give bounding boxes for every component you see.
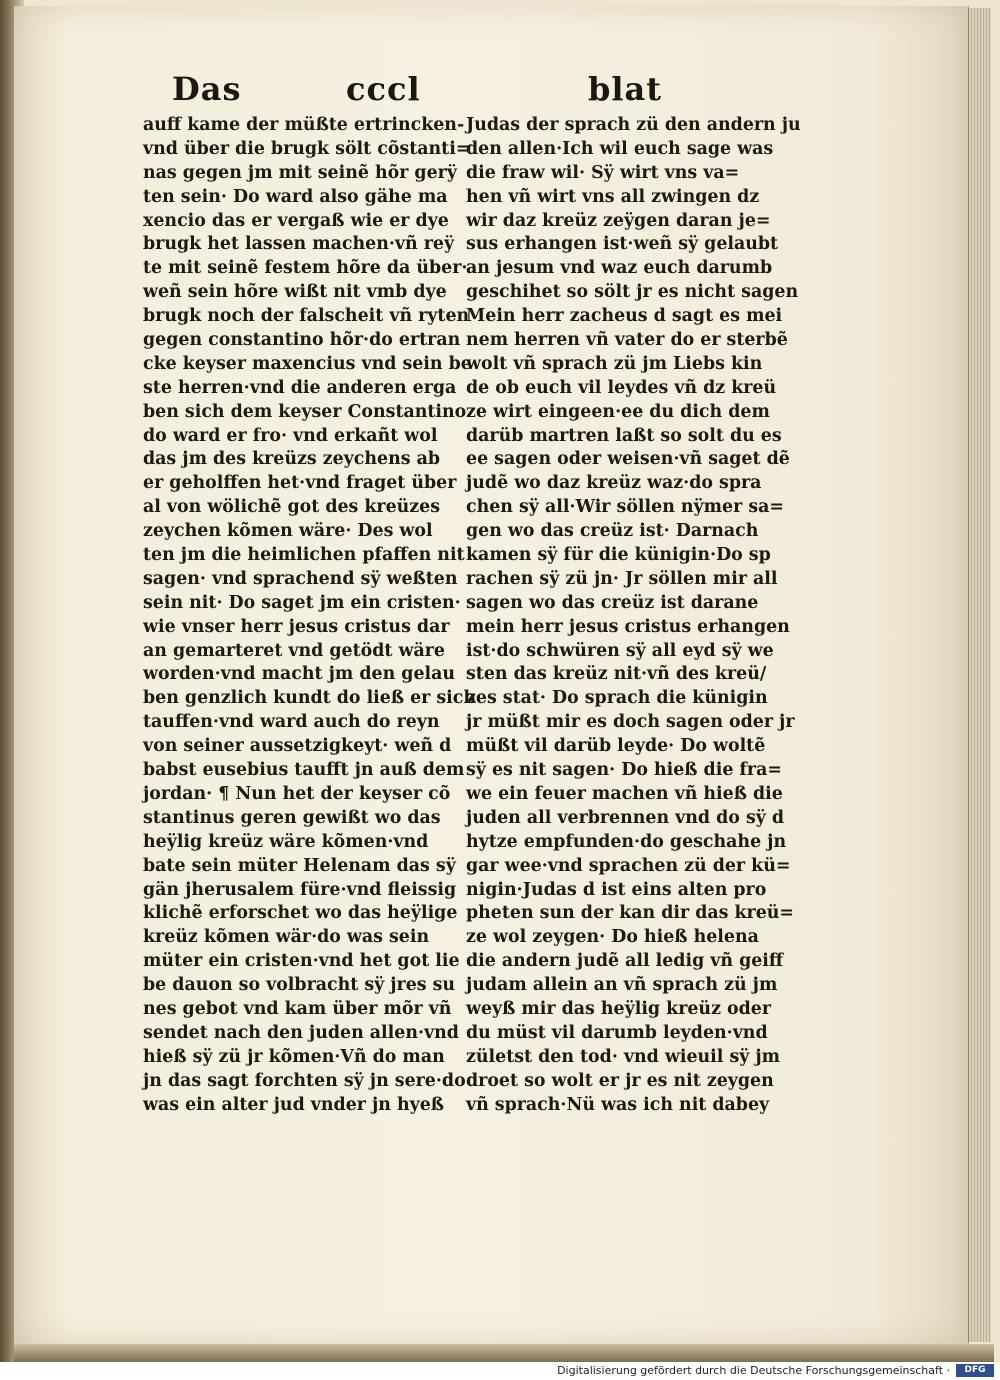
- text-line: al von wölichẽ got des kreüzes: [143, 497, 441, 518]
- text-line: klichẽ erforschet wo das heÿlige: [143, 903, 458, 924]
- text-line: sein nit· Do saget jm ein cristen·: [143, 592, 461, 613]
- text-line: jr müßt mir es doch sagen oder jr: [466, 712, 795, 733]
- text-line: judẽ wo daz kreüz waz·do spra: [466, 473, 762, 494]
- text-line: te mit seinẽ festem hõre da über·: [143, 258, 468, 279]
- text-line: xencio das er vergaß wie er dye: [143, 210, 449, 231]
- funding-credit: Digitalisierung gefördert durch die Deutsche Forschungsgemeinschaft ·: [557, 1364, 950, 1377]
- text-line: hieß sÿ zü jr kõmen·Vñ do man: [143, 1046, 445, 1067]
- text-line: de ob euch vil leydes vñ dz kreü: [466, 377, 777, 398]
- text-line: zeychen kõmen wäre· Des wol: [143, 521, 433, 542]
- dfg-logo: DFG: [956, 1364, 994, 1377]
- text-line: ben sich dem keyser Constantino: [143, 401, 467, 422]
- text-line: vñ sprach·Nü was ich nit dabey: [466, 1094, 770, 1115]
- text-line: gän jherusalem füre·vnd fleissig: [143, 879, 457, 900]
- text-line: heÿlig kreüz wäre kõmen·vnd: [143, 831, 429, 852]
- text-line: tauffen·vnd ward auch do reyn: [143, 712, 440, 733]
- text-line: was ein alter jud vnder jn hyeß: [143, 1094, 444, 1115]
- text-line: cke keyser maxencius vnd sein be: [143, 353, 472, 374]
- text-line: droet so wolt er jr es nit zeygen: [466, 1070, 774, 1091]
- text-line: sus erhangen ist·weñ sÿ gelaubt: [466, 234, 779, 255]
- text-line: zületst den tod· vnd wieuil sÿ jm: [466, 1046, 781, 1067]
- footer-bar: [0, 1362, 1000, 1380]
- text-line: wir daz kreüz zeÿgen daran je=: [466, 210, 771, 231]
- text-line: darüb martren laßt so solt du es: [466, 425, 782, 446]
- text-line: hytze empfunden·do geschahe jn: [466, 831, 787, 852]
- text-line: die fraw wil· Sÿ wirt vns va=: [466, 162, 740, 183]
- text-line: stantinus geren gewißt wo das: [143, 807, 441, 828]
- text-line: Judas der sprach zü den andern ju: [466, 115, 801, 135]
- running-head-left: Das: [172, 70, 242, 108]
- text-line: ze wol zeygen· Do hieß helena: [466, 927, 759, 948]
- text-line: ten jm die heimlichen pfaffen nit: [143, 545, 465, 566]
- text-line: gar wee·vnd sprachen zü der kü=: [466, 855, 791, 876]
- text-line: we ein feuer machen vñ hieß die: [466, 783, 783, 804]
- text-line: judam allein an vñ sprach zü jm: [466, 975, 778, 996]
- text-line: jordan· ¶ Nun het der keyser cõ: [143, 783, 451, 804]
- text-line: chen sÿ all·Wir söllen nÿmer sa=: [466, 497, 784, 518]
- text-line: brugk noch der falscheit vñ ryten: [143, 306, 470, 327]
- text-line: wolt vñ sprach zü jm Liebs kin: [466, 353, 763, 374]
- folio-number: cccl: [346, 70, 421, 108]
- text-line: müßt vil darüb leyde· Do woltẽ: [466, 736, 766, 757]
- text-line: mein herr jesus cristus erhangen: [466, 616, 790, 637]
- page-edges: [968, 8, 991, 1342]
- text-line: die andern judẽ all ledig vñ geiff: [466, 951, 784, 972]
- text-line: sten das kreüz nit·vñ des kreü/: [466, 664, 767, 685]
- text-line: be dauon so volbracht sÿ jres su: [143, 975, 456, 996]
- text-line: sÿ es nit sagen· Do hieß die fra=: [466, 760, 782, 781]
- text-line: worden·vnd macht jm den gelau: [143, 664, 456, 685]
- text-line: jn das sagt forchten sÿ jn sere·do: [143, 1070, 466, 1091]
- text-line: kamen sÿ für die künigin·Do sp: [466, 545, 771, 566]
- text-line: rachen sÿ zü jn· Jr söllen mir all: [466, 568, 778, 589]
- text-line: nes gebot vnd kam über mõr vñ: [143, 998, 452, 1019]
- text-line: von seiner aussetzigkeyt· weñ d: [143, 736, 452, 757]
- text-line: den allen·Ich wil euch sage was: [466, 138, 774, 159]
- text-line: ist·do schwüren sÿ all eyd sÿ we: [466, 640, 774, 661]
- text-line: geschihet so sölt jr es nicht sagen: [466, 282, 799, 303]
- text-line: zes stat· Do sprach die künigin: [466, 688, 768, 709]
- text-line: gen wo das creüz ist· Darnach: [466, 521, 759, 542]
- text-line: juden all verbrennen vnd do sÿ d: [466, 807, 785, 828]
- text-line: an jesum vnd waz euch darumb: [466, 258, 773, 279]
- text-line: ten sein· Do ward also gähe ma: [143, 186, 448, 207]
- text-line: kreüz kõmen wär·do was sein: [143, 927, 430, 948]
- text-line: wie vnser herr jesus cristus dar: [143, 616, 450, 637]
- text-line: weyß mir das heÿlig kreüz oder: [466, 998, 771, 1019]
- text-line: Mein herr zacheus d sagt es mei: [466, 306, 783, 327]
- text-line: das jm des kreüzs zeychens ab: [143, 449, 440, 470]
- text-line: sendet nach den juden allen·vnd: [143, 1022, 459, 1043]
- text-line: ste herren·vnd die anderen erga: [143, 377, 457, 398]
- text-line: pheten sun der kan dir das kreü=: [466, 903, 795, 924]
- text-line: nem herren vñ vater do er sterbẽ: [466, 330, 788, 351]
- text-line: vnd über die brugk sölt cõstanti=: [143, 138, 471, 159]
- running-head-right: blat: [588, 70, 663, 108]
- text-line: sagen wo das creüz ist darane: [466, 592, 759, 613]
- text-line: er geholffen het·vnd fraget über: [143, 473, 457, 494]
- text-line: bate sein müter Helenam das sÿ: [143, 855, 456, 876]
- text-line: do ward er fro· vnd erkañt wol: [143, 425, 438, 446]
- text-line: ze wirt eingeen·ee du dich dem: [466, 401, 770, 422]
- text-line: müter ein cristen·vnd het got lie: [143, 951, 460, 972]
- text-line: ben genzlich kundt do ließ er sich: [143, 688, 477, 709]
- text-column-right: [466, 114, 801, 1117]
- text-line: weñ sein hõre wißt nit vmb dye: [143, 282, 447, 303]
- text-column-left: [143, 114, 477, 1117]
- text-line: ee sagen oder weisen·vñ saget dẽ: [466, 449, 790, 470]
- text-line: gegen constantino hõr·do ertran: [143, 330, 461, 351]
- text-line: du müst vil darumb leyden·vnd: [466, 1022, 768, 1043]
- text-line: nas gegen jm mit seinẽ hõr gerÿ: [143, 162, 457, 183]
- text-line: hen vñ wirt vns all zwingen dz: [466, 186, 760, 207]
- text-line: brugk het lassen machen·vñ reÿ: [143, 234, 455, 255]
- text-line: sagen· vnd sprachend sÿ weßten: [143, 568, 458, 589]
- text-line: nigin·Judas d ist eins alten pro: [466, 879, 767, 900]
- book-bottom-edge: [14, 1344, 994, 1362]
- text-line: an gemarteret vnd getödt wäre: [143, 640, 445, 661]
- text-line: auff kame der müßte ertrincken-: [143, 115, 465, 135]
- text-line: babst eusebius taufft jn auß dem: [143, 760, 465, 781]
